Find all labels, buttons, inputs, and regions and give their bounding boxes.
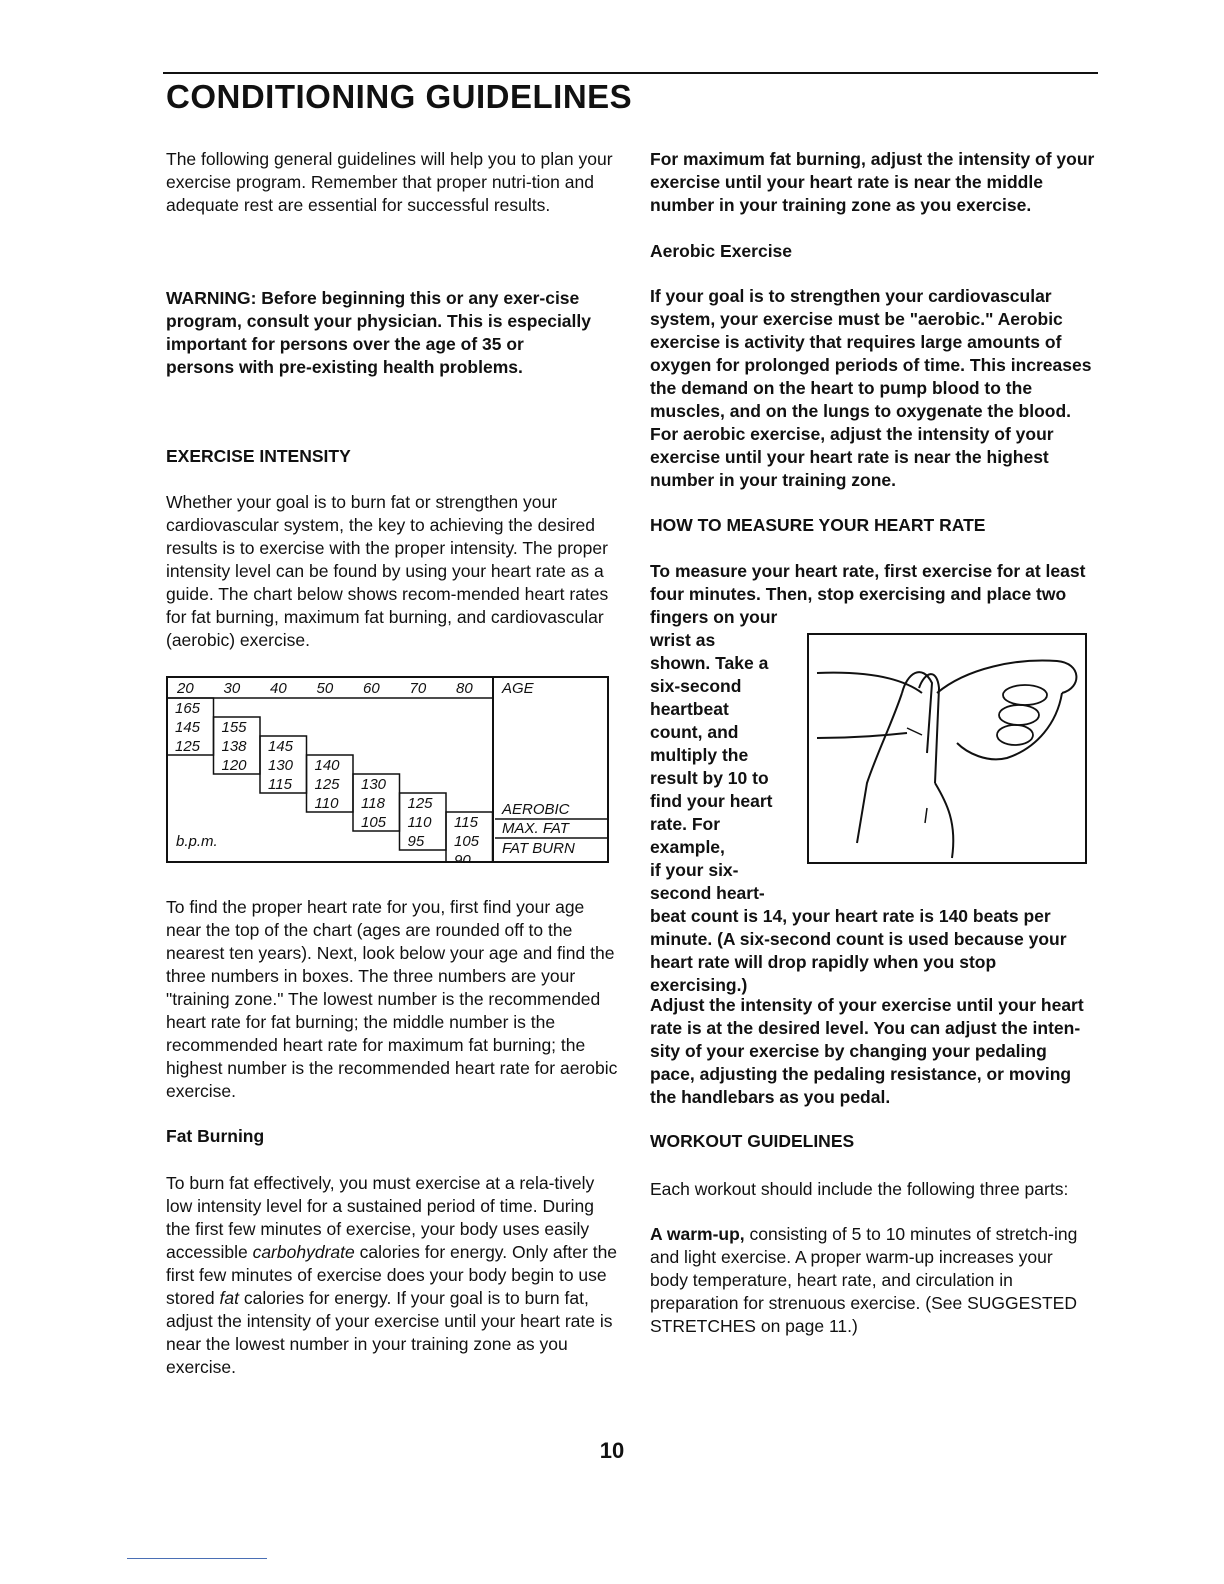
age-tick-80: 80	[456, 680, 473, 697]
age-label: AGE	[502, 680, 534, 697]
age-tick-50: 50	[316, 680, 334, 697]
max-fat-paragraph	[650, 148, 1095, 217]
fat-burn-value-70: 95	[407, 833, 425, 850]
measure-heading: HOW TO MEASURE YOUR HEART RATE	[650, 515, 986, 535]
fat-burning-paragraph	[166, 1172, 621, 1379]
aerobic-value-50: 140	[314, 757, 340, 774]
max-fat-value-70: 110	[407, 814, 432, 831]
max-fat-value-60: 118	[361, 795, 385, 812]
workout-heading: WORKOUT GUIDELINES	[650, 1131, 855, 1151]
aerobic-value-40: 145	[268, 738, 294, 755]
heart-rate-chart	[166, 676, 609, 863]
fat-burn-value-30: 120	[221, 757, 247, 774]
max-fat-value-40: 130	[268, 757, 294, 774]
find-rate-paragraph	[166, 896, 621, 1103]
max-fat-value-80: 105	[454, 833, 480, 850]
fat-burning-heading: Fat Burning	[166, 1126, 265, 1146]
adjust-paragraph	[650, 994, 1095, 1109]
age-tick-70: 70	[409, 680, 427, 697]
legend-fat-burn: FAT BURN	[502, 840, 575, 857]
intensity-paragraph	[166, 491, 621, 652]
age-tick-30: 30	[223, 680, 241, 697]
fat-burn-value-20: 125	[175, 738, 201, 755]
hand-on-wrist-icon	[807, 633, 1087, 864]
max-fat-text: For maximum fat burning, adjust the intensity of your exercise until your heart rate is near the middle number in your training zone as you exercise.	[650, 149, 1095, 215]
header-rule	[163, 72, 1098, 74]
warmup-paragraph	[650, 1223, 1095, 1338]
warmup-text: A warm-up, consisting of 5 to 10 minutes of stretch-ing and light exercise. A proper warm-up increases your body temperature, heart rate, and circulation in preparation for strenuous exercise. (See SUGGESTED STRETCHES on page 11.)	[650, 1224, 1078, 1336]
max-fat-value-20: 145	[175, 719, 201, 736]
unit-label: b.p.m.	[176, 833, 218, 850]
legend-max-fat: MAX. FAT	[502, 820, 569, 837]
wrist-pulse-illustration	[807, 633, 1087, 864]
page-title: CONDITIONING GUIDELINES	[166, 78, 633, 115]
fat-burn-value-40: 115	[268, 776, 292, 793]
heart-rate-chart-svg	[166, 676, 609, 863]
aerobic-value-30: 155	[221, 719, 247, 736]
measure-narrow-text: fingers on your wrist as shown. Take a six-second heartbeat count, and multiply the result by 10 to find your heart rate. For example, if your six- second heart-	[650, 607, 778, 903]
age-tick-60: 60	[363, 680, 380, 697]
max-fat-value-30: 138	[221, 738, 247, 755]
footer-link-line	[127, 1558, 267, 1559]
adjust-text: Adjust the intensity of your exercise until your heart rate is at the desired level. You can adjust the inten-sity of your exercise by changing your pedaling pace, adjusting the pedaling resistance, or moving the handlebars as you pedal.	[650, 995, 1084, 1107]
fat-burn-value-80: 90	[454, 852, 471, 863]
intensity-text: Whether your goal is to burn fat or strengthen your cardiovascular system, the key to achieving the desired results is to exercise with the proper intensity. The proper intensity level can be found by using your heart rate as a guide. The chart below shows recom-mended heart rates for fat burning, maximum fat burning, and cardiovascular (aerobic) exercise.	[166, 492, 609, 650]
aerobic-value-20: 165	[175, 700, 201, 717]
warning-text: WARNING: Before beginning this or any exer-cise program, consult your physician. This is especially important for persons over the age of 35 or persons with pre-existing health problems.	[166, 288, 591, 377]
intro-paragraph	[166, 148, 621, 217]
aerobic-text: If your goal is to strengthen your cardiovascular system, your exercise must be "aerobic." Aerobic exercise is activity that requires large amounts of oxygen for prolonged periods of time. This increases the demand on the heart to pump blood to the muscles, and on the lungs to oxygenate the blood. For aerobic exercise, adjust the intensity of your exercise until your heart rate is near the highest number in your training zone.	[650, 286, 1092, 490]
age-tick-40: 40	[270, 680, 287, 697]
intro-text: The following general guidelines will help you to plan your exercise program. Remember that proper nutri-tion and adequate rest are essential for successful results.	[166, 149, 613, 215]
workout-intro: Each workout should include the following three parts:	[650, 1179, 1069, 1199]
aerobic-heading: Aerobic Exercise	[650, 241, 793, 261]
fat-burning-text: To burn fat effectively, you must exercise at a rela-tively low intensity level for a sustained period of time. During the first few minutes of exercise, your body uses easily accessible carbohydrate calories for energy. Only after the first few minutes of exercise does your body begin to use stored fat calories for energy. If your goal is to burn fat, adjust the intensity of your exercise until your heart rate is near the lowest number in your training zone as you exercise.	[166, 1173, 618, 1377]
intensity-heading: EXERCISE INTENSITY	[166, 446, 351, 466]
aerobic-value-80: 115	[454, 814, 478, 831]
find-rate-text: To find the proper heart rate for you, first find your age near the top of the chart (ages are rounded off to the nearest ten years). Next, look below your age and find the three numbers in boxes. The three numbers are your "training zone." The lowest number is the recommended heart rate for fat burning; the middle number is the recommended heart rate for maximum fat burning; the highest number is the recommended heart rate for aerobic exercise.	[166, 897, 618, 1101]
page-number: 10	[599, 1438, 625, 1463]
measure-text-1: To measure your heart rate, first exercise for at least four minutes. Then, stop exercising and place two	[650, 561, 1086, 604]
fat-burn-value-60: 105	[361, 814, 387, 831]
aerobic-value-60: 130	[361, 776, 387, 793]
measure-text-2: beat count is 14, your heart rate is 140 beats per minute. (A six-second count is used because your heart rate will drop rapidly when you stop exercising.)	[650, 906, 1067, 995]
fat-burn-value-50: 110	[314, 795, 339, 812]
warning-block	[166, 287, 596, 379]
legend-aerobic: AEROBIC	[502, 801, 570, 818]
age-tick-20: 20	[177, 680, 194, 697]
aerobic-value-70: 125	[407, 795, 433, 812]
aerobic-paragraph	[650, 285, 1095, 492]
max-fat-value-50: 125	[314, 776, 340, 793]
